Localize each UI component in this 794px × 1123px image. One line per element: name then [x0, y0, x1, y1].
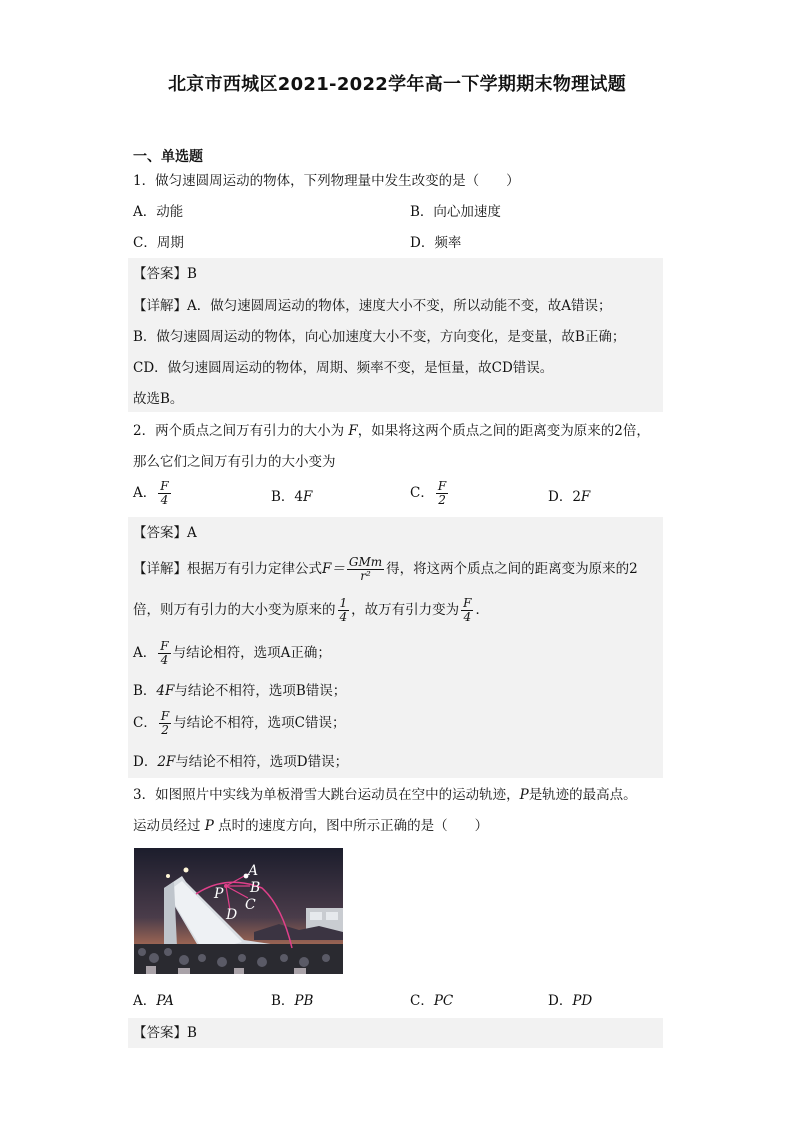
q1-explain-2: B．做匀速圆周运动的物体，向心加速度大小不变，方向变化，是变量，故B正确；	[133, 329, 626, 345]
q1-option-c: C．周期	[133, 235, 184, 251]
q2-explain-d: D．2F与结论不相符，选项D错误；	[133, 754, 349, 770]
photo-label-a: A	[248, 863, 259, 879]
page-title: 北京市西城区2021-2022学年高一下学期期末物理试题	[167, 74, 627, 95]
q3-option-a: A．PA	[133, 993, 174, 1009]
photo-label-b: B	[250, 880, 261, 896]
q2-answer: 【答案】A	[133, 525, 197, 541]
photo-label-c: C	[245, 897, 256, 913]
q3-option-d: D．PD	[548, 993, 593, 1009]
q2-option-d: D．2F	[548, 489, 591, 505]
q2-explain-1: 【详解】根据万有引力定律公式F＝ $\frac{\text{GMm}}{\text{r²}}$ 得，将这两个质点之间的距离变为原来的2	[133, 555, 638, 583]
q2-stem-2: 那么它们之间万有引力的大小变为	[133, 454, 336, 470]
q1-option-b: B．向心加速度	[410, 204, 501, 220]
q1-option-d: D．频率	[410, 235, 462, 251]
q3-option-b: B．PB	[271, 993, 314, 1009]
q1-answer: 【答案】B	[133, 266, 197, 282]
q1-explain-4: 故选B。	[133, 391, 184, 407]
q2-option-a: A． $\frac{F}{4}$	[133, 479, 169, 507]
photo-label-d: D	[226, 907, 238, 923]
ski-jump-photo	[134, 848, 343, 974]
q3-answer: 【答案】B	[133, 1025, 197, 1041]
q3-stem-1: 3．如图照片中实线为单板滑雪大跳台运动员在空中的运动轨迹，P是轨迹的最高点。	[133, 787, 637, 803]
q2-explain-a: A． $\frac{F}{4}$ 与结论相符，选项A正确；	[133, 639, 331, 667]
q1-explain-3: CD．做匀速圆周运动的物体，周期、频率不变，是恒量，故CD错误。	[133, 360, 554, 376]
q1-stem: 1．做匀速圆周运动的物体，下列物理量中发生改变的是（ ）	[133, 173, 520, 189]
q2-option-c: C． $\frac{F}{2}$	[410, 479, 447, 507]
section-heading: 一、单选题	[133, 149, 203, 165]
q2-stem-1: 2．两个质点之间万有引力的大小为 F，如果将这两个质点之间的距离变为原来的2倍，	[133, 423, 650, 439]
photo-label-p: P	[214, 886, 224, 902]
q3-stem-2: 运动员经过 P 点时的速度方向，图中所示正确的是（ ）	[133, 818, 489, 834]
q1-explain-1: 【详解】A．做匀速圆周运动的物体，速度大小不变，所以动能不变，故A错误；	[133, 298, 612, 314]
q2-explain-b: B．4F与结论不相符，选项B错误；	[133, 683, 347, 699]
q2-explain-2: 倍，则万有引力的大小变为原来的 $\frac{1}{4}$ ，故万有引力变为 $\frac{F}{4}$ ．	[133, 596, 489, 624]
q1-option-a: A．动能	[133, 204, 184, 220]
q3-option-c: C．PC	[410, 993, 454, 1009]
q2-explain-c: C． $\frac{F}{2}$ 与结论不相符，选项C错误；	[133, 709, 346, 737]
q3-answer-block	[128, 1018, 663, 1048]
q2-option-b: B．4F	[271, 489, 313, 505]
